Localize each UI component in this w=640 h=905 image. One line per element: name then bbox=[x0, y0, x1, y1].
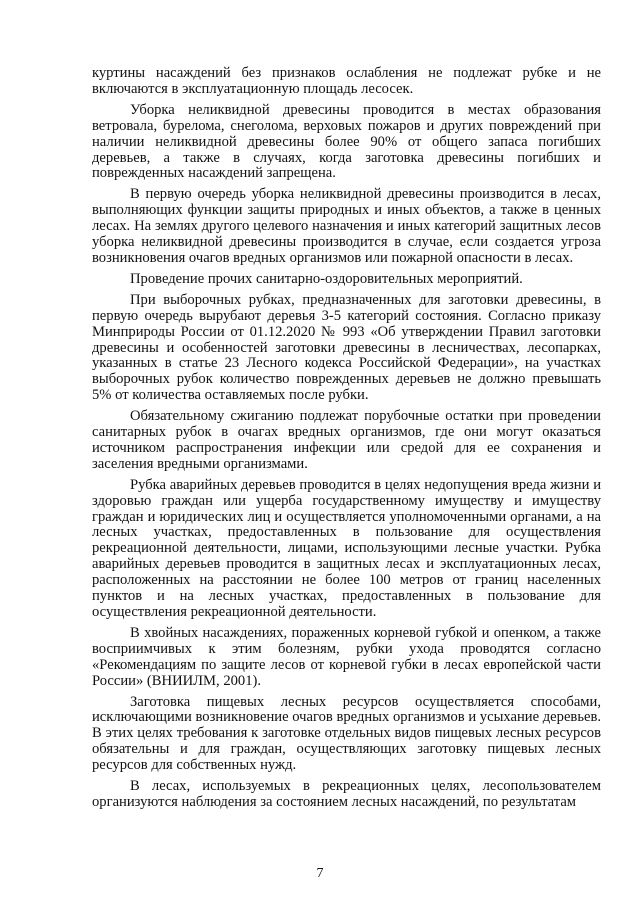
body-text bbox=[92, 66, 601, 816]
paragraph-10: В лесах, используемых в рекреационных целях, лесопользователем организуются наблюдения за состоянием лесных насаждений, по результатам bbox=[92, 778, 601, 810]
page-number: 7 bbox=[316, 866, 324, 881]
paragraph-2: Уборка неликвидной древесины проводится в местах образования ветровала, бурелома, снеголома, верховых пожаров и других повреждений при наличии неликвидной древесины более 90% от общего запаса погибших деревьев, а также в случаях, когда заготовка древесины погибших и поврежденных насаждений запрещена. bbox=[92, 101, 601, 182]
paragraph-4: Проведение прочих санитарно-оздоровительных мероприятий. bbox=[130, 270, 523, 287]
paragraph-8: В хвойных насаждениях, пораженных корневой губкой и опенком, а также восприимчивых к этим болезням, рубки ухода проводятся согласно «Рекомендациям по защите лесов от корневой губки в лесах европейской части России» (ВНИИЛМ, 2001). bbox=[92, 624, 601, 689]
paragraph-7: Рубка аварийных деревьев проводится в целях недопущения вреда жизни и здоровью граждан или ущерба государственному имуществу и имуществу граждан и юридических лиц и осуществляется уполномоченными органами, а на лесных участках, предоставленных в пользование для осуществления рекреационной деятельности, лицами, использующими лесные участки. Рубка аварийных деревьев проводится в защитных лесах и эксплуатационных лесах, расположенных на расстоянии не более 100 метров от границ населенных пунктов и на лесных участках, предоставленных в пользование для осуществления рекреационной деятельности. bbox=[92, 476, 601, 620]
paragraph-5: При выборочных рубках, предназначенных для заготовки древесины, в первую очередь вырубают деревья 3-5 категорий состояния. Согласно приказу Минприроды России от 01.12.2020 № 993 «Об утверждении Правил заготовки древесины и особенностей заготовки древесины в лесничествах, лесопарках, указанных в статье 23 Лесного кодекса Российской Федерации», на участках выборочных рубок количество поврежденных деревьев не должно превышать 5% от количества оставляемых после рубки. bbox=[92, 291, 601, 404]
paragraph-6: Обязательному сжиганию подлежат порубочные остатки при проведении санитарных рубок в очагах вредных организмов, где они могут оказаться источником распространения инфекции или средой для ее сохранения и заселения вредными организмами. bbox=[92, 408, 601, 472]
paragraph-3: В первую очередь уборка неликвидной древесины производится в лесах, выполняющих функции защиты природных и иных объектов, а также в ценных лесах. На землях другого целевого назначения и иных категорий защитных лесов уборка неликвидной древесины производится в случае, если создается угроза возникновения очагов вредных организмов или пожарной опасности в лесах. bbox=[92, 186, 601, 266]
paragraph-1: куртины насаждений без признаков ослабления не подлежат рубке и не включаются в эксплуатационную площадь лесосек. bbox=[92, 65, 601, 97]
paragraph-9: Заготовка пищевых лесных ресурсов осуществляется способами, исключающими возникновение очагов вредных организмов и усыхание деревьев. В этих целях требования к заготовке отдельных видов пищевых лесных ресурсов обязательны и для граждан, осуществляющих заготовку пищевых лесных ресурсов для собственных нужд. bbox=[92, 693, 601, 774]
